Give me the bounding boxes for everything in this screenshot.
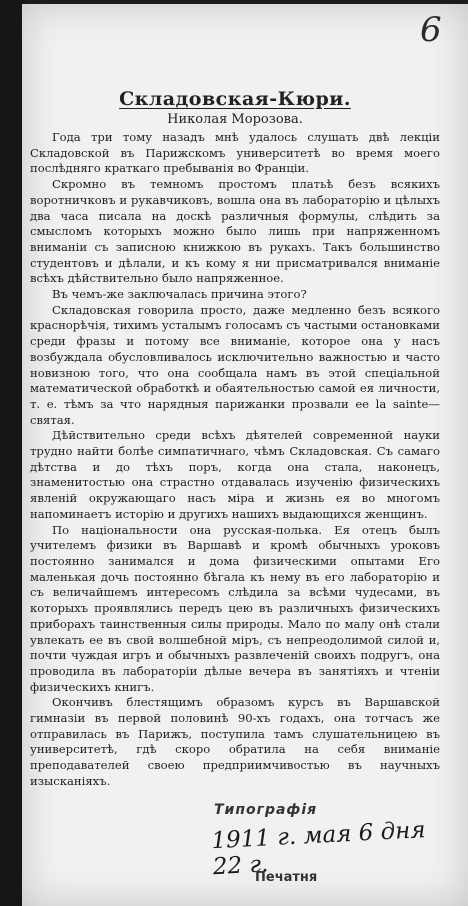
stamp-typography-label: Типографія bbox=[214, 802, 318, 818]
paragraph-2: Скромно въ темномъ простомъ платьѣ безъ всякихъ воротничковъ и рукавчиковъ, вошла она въ лабораторію и цѣлыхъ два часа писала на доскѣ различныя формулы, слѣдить за смысломъ которыхъ можно было лишь при напряженномъ вниманіи съ записною книжкою въ рукахъ. Такъ большинство студентовъ и дѣлали, и къ кому я ни присматривался вниманіе всѣхъ дѣйствительно было напряженное. bbox=[30, 177, 440, 286]
censor-stamp bbox=[200, 800, 450, 900]
paragraph-7: Окончивъ блестящимъ образомъ курсъ въ Варшавской гимназіи въ первой половинѣ 90-хъ годахъ, она тотчасъ же отправилась въ Парижъ, поступила тамъ слушательницею въ университетѣ, гдѣ скоро обратила на себя вниманіе преподавателей своею предприимчивостью въ научныхъ изысканіяхъ. bbox=[30, 695, 440, 788]
article-author: Николая Морозова. bbox=[167, 112, 303, 127]
paragraph-5: Дѣйствительно среди всѣхъ дѣятелей современной науки трудно найти болѣе симпатичнаго, чѣмъ Складовская. Съ самаго дѣтства и до тѣхъ поръ, когда она стала, наконецъ, знаменитостью она страстно отдавалась изученію физическихъ явленій окружающаго насъ міра и жизнь ея во многомъ напоминаетъ исторію и другихъ нашихъ выдающихся женщинъ. bbox=[30, 428, 440, 521]
stamp-print-label: Печатня bbox=[255, 870, 318, 885]
paragraph-4: Складовская говорила просто, даже медленно безъ всякого краснорѣчія, тихимъ усталымъ голосамъ съ частыми остановками среди фразы и потому все вниманіе, которое она у насъ возбуждала обусловливалось исключительно важностью и часто новизною того, что она сообщала намъ въ этой спеціальной математической обработкѣ и обаятельностью самой ея личности, т. е. тѣмъ за что нарядныя парижанки прозвали ее la sainte—святая. bbox=[30, 302, 440, 427]
paragraph-6: По національности она русская-полька. Ея отецъ былъ учителемъ физики въ Варшавѣ и кромѣ обычныхъ уроковъ постоянно занимался и дома физическими опытами Его маленькая дочь постоянно бѣгала къ нему въ его лабораторію и съ величайшемъ интересомъ слѣдила за всѣми чудесами, въ которыхъ проявлялись передъ цею въ различныхъ физическихъ приборахъ таинственныя силы природы. Мало по малу онѣ стали увлекать ее въ свой волшебной міръ, съ непреодолимой силой и, почти чуждая игръ и обычныхъ развлеченій своихъ подругъ, она проводила въ лабораторіи дѣлые вечера въ занятіяхъ и чтеніи физическихъ книгъ. bbox=[30, 522, 440, 694]
stamp-handwritten-date: 1911 г. мая 6 дня 22 г. bbox=[210, 817, 427, 881]
article bbox=[30, 88, 440, 790]
article-title: Складовская-Кюри. bbox=[119, 88, 351, 110]
handwritten-page-number: 6 bbox=[420, 10, 442, 50]
paragraph-1: Года три тому назадъ мнѣ удалось слушать двѣ лекціи Складовской въ Парижскомъ университетѣ во время моего послѣдняго краткаго пребыванія во Франціи. bbox=[30, 130, 440, 176]
paragraph-question: Въ чемъ-же заключалась причина этого? bbox=[52, 287, 307, 302]
